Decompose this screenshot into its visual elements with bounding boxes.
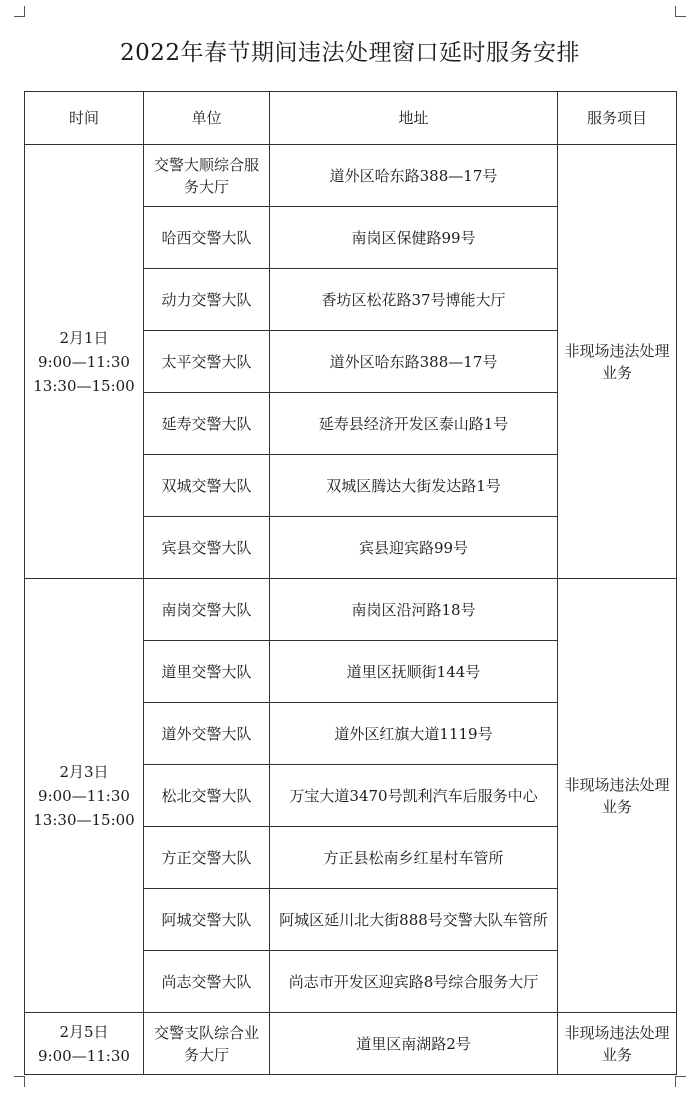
unit-cell: 松北交警大队 [144,765,270,827]
unit-cell: 交警支队综合业务大厅 [144,1013,270,1075]
table-row [25,579,677,641]
unit-cell: 延寿交警大队 [144,393,270,455]
unit-cell: 双城交警大队 [144,455,270,517]
hours-text: 9:00—11:30 [38,1046,130,1065]
header-address: 地址 [270,92,558,145]
unit-cell: 宾县交警大队 [144,517,270,579]
header-unit: 单位 [144,92,270,145]
header-service: 服务项目 [558,92,677,145]
address-cell: 道里区南湖路2号 [270,1013,558,1075]
crop-mark-top-left [14,6,25,17]
address-cell: 道外区哈东路388—17号 [270,331,558,393]
hours-text: 9:00—11:30 [38,786,130,805]
address-cell: 南岗区沿河路18号 [270,579,558,641]
schedule-table [24,91,677,1075]
address-cell: 道外区哈东路388—17号 [270,145,558,207]
address-cell: 方正县松南乡红星村车管所 [270,827,558,889]
crop-mark-bottom-left [14,1076,25,1087]
unit-cell: 南岗交警大队 [144,579,270,641]
header-time: 时间 [25,92,144,145]
service-cell: 非现场违法处理业务 [558,579,677,1013]
crop-mark-top-right [675,6,686,17]
address-cell: 万宝大道3470号凯利汽车后服务中心 [270,765,558,827]
address-cell: 香坊区松花路37号博能大厅 [270,269,558,331]
hours-text: 13:30—15:00 [33,810,135,829]
date-text: 2月5日 [59,1022,109,1041]
unit-cell: 哈西交警大队 [144,207,270,269]
table-row [25,1013,677,1075]
unit-cell: 交警大顺综合服务大厅 [144,145,270,207]
date-text: 2月1日 [59,328,109,347]
unit-cell: 太平交警大队 [144,331,270,393]
address-cell: 阿城区延川北大街888号交警大队车管所 [270,889,558,951]
address-cell: 宾县迎宾路99号 [270,517,558,579]
address-cell: 南岗区保健路99号 [270,207,558,269]
time-cell [25,579,144,1013]
unit-cell: 阿城交警大队 [144,889,270,951]
time-cell [25,1013,144,1075]
table-header-row [25,92,677,145]
crop-mark-bottom-right [675,1076,686,1087]
address-cell: 尚志市开发区迎宾路8号综合服务大厅 [270,951,558,1013]
address-cell: 延寿县经济开发区泰山路1号 [270,393,558,455]
unit-cell: 道里交警大队 [144,641,270,703]
address-cell: 道里区抚顺街144号 [270,641,558,703]
time-cell [25,145,144,579]
date-text: 2月3日 [59,762,109,781]
table-row [25,145,677,207]
unit-cell: 道外交警大队 [144,703,270,765]
address-cell: 双城区腾达大街发达路1号 [270,455,558,517]
hours-text: 13:30—15:00 [33,376,135,395]
unit-cell: 尚志交警大队 [144,951,270,1013]
page-title: 2022年春节期间违法处理窗口延时服务安排 [119,40,581,66]
service-cell: 非现场违法处理业务 [558,145,677,579]
address-cell: 道外区红旗大道1119号 [270,703,558,765]
hours-text: 9:00—11:30 [38,352,130,371]
service-cell: 非现场违法处理业务 [558,1013,677,1075]
unit-cell: 方正交警大队 [144,827,270,889]
unit-cell: 动力交警大队 [144,269,270,331]
